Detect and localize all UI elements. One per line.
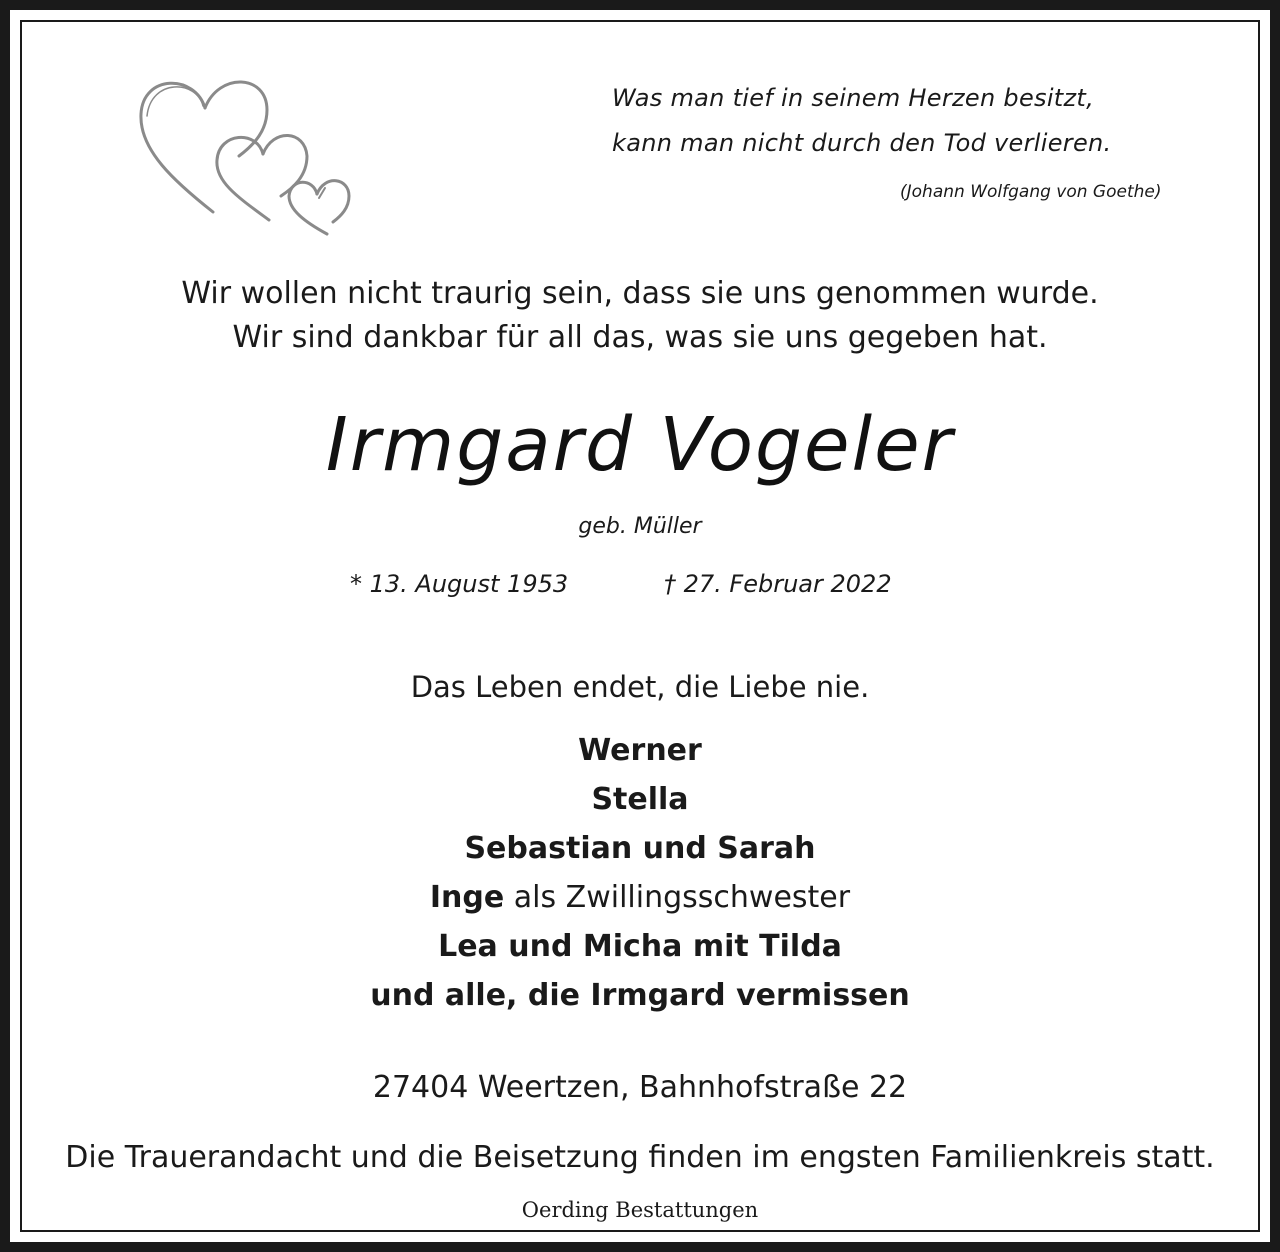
birth-date: * 13. August 1953 <box>350 570 569 598</box>
family-member: Sebastian und Sarah <box>464 831 816 866</box>
quote-author: (Johann Wolfgang von Goethe) <box>900 182 1162 202</box>
death-date: † 27. Februar 2022 <box>664 570 892 598</box>
family-member: Werner <box>578 733 702 768</box>
intro-line-1: Wir wollen nicht traurig sein, dass sie uns genommen wurde. <box>181 276 1099 311</box>
hearts-icon <box>135 70 355 242</box>
maiden-name: geb. Müller <box>578 514 702 539</box>
funeral-notice: Die Trauerandacht und die Beisetzung finden im engsten Familienkreis statt. <box>65 1140 1215 1175</box>
obituary-card <box>20 20 1260 1232</box>
undertaker: Oerding Bestattungen <box>521 1198 759 1222</box>
family-member-relation: als Zwillingsschwester <box>504 880 851 915</box>
quote-line-1: Was man tief in seinem Herzen besitzt, <box>612 84 1095 112</box>
quote-line-2: kann man nicht durch den Tod verlieren. <box>612 129 1112 157</box>
family-member: Stella <box>591 782 689 817</box>
family-member <box>22 873 1258 922</box>
family-list <box>22 726 1258 1020</box>
intro-text <box>22 272 1258 360</box>
family-member: Lea und Micha mit Tilda <box>438 929 842 964</box>
family-member-name: Inge <box>429 880 505 915</box>
motto: Das Leben endet, die Liebe nie. <box>410 670 870 704</box>
family-member: und alle, die Irmgard vermissen <box>370 978 910 1013</box>
address: 27404 Weertzen, Bahnhofstraße 22 <box>372 1070 908 1105</box>
deceased-name: Irmgard Vogeler <box>325 402 955 488</box>
intro-line-2: Wir sind dankbar für all das, was sie uns gegeben hat. <box>232 320 1048 355</box>
